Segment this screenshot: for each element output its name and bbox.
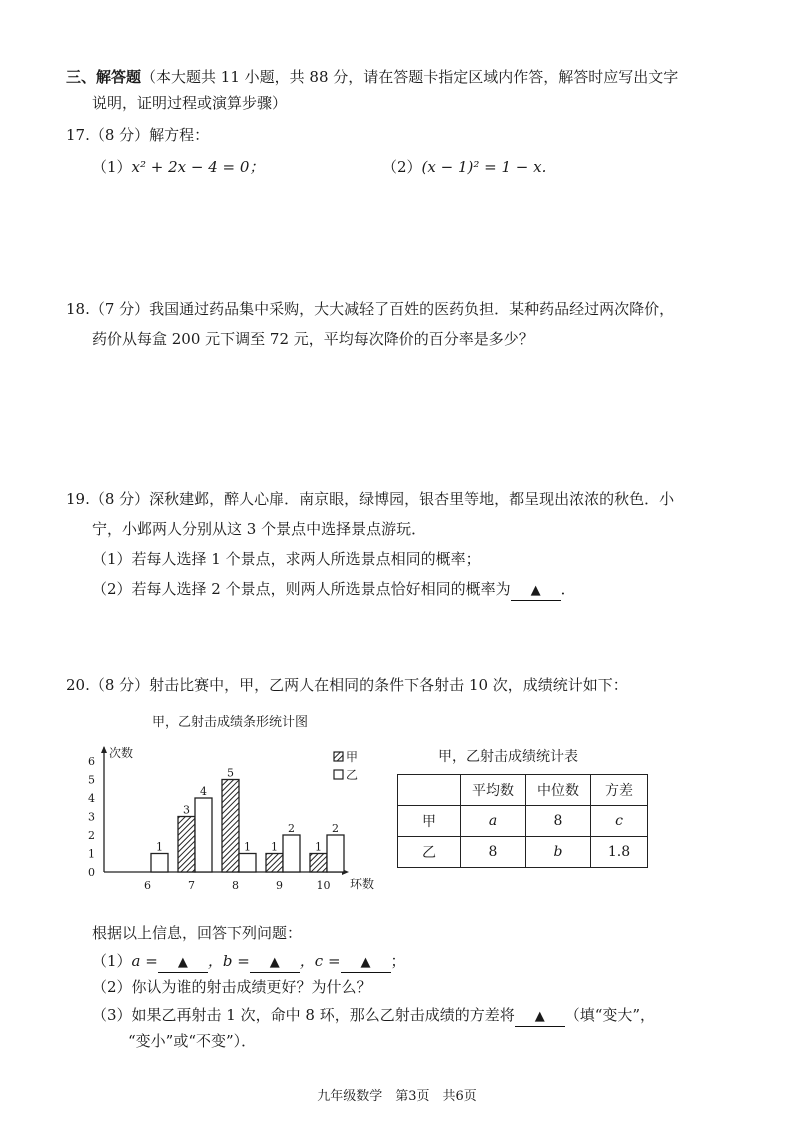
q17-number: 17. <box>66 126 90 144</box>
q19-number: 19. <box>66 490 90 508</box>
q20-part2: （2）你认为谁的射击成绩更好？为什么？ <box>92 978 372 996</box>
data-label: 1 <box>271 840 278 854</box>
table-cell: 8 <box>526 806 591 837</box>
y-tick-label: 6 <box>88 755 95 768</box>
data-label: 4 <box>200 785 207 798</box>
q19-part1: （1）若每人选择 1 个景点，求两人所选景点相同的概率； <box>92 550 481 568</box>
table-cell: 1.8 <box>591 837 648 868</box>
table-row <box>398 837 648 868</box>
q18-text-1: （7 分）我国通过药品集中采购，大大减轻了百姓的医药负担．某种药品经过两次降价， <box>89 300 675 318</box>
table-cell: a <box>461 806 526 837</box>
page-footer: 九年级数学 第3页 共6页 <box>317 1089 477 1104</box>
x-tick-label: 6 <box>144 879 151 892</box>
y-tick-label: 3 <box>88 810 95 824</box>
q17-part1-label: （1） <box>92 158 132 176</box>
q19-part2 <box>92 578 576 601</box>
table-header-cell: 方差 <box>591 775 648 806</box>
q18-line1 <box>66 298 674 320</box>
y-tick-label: 1 <box>88 847 95 861</box>
q19-line1 <box>66 488 674 510</box>
q19-part2-end: ． <box>560 580 576 598</box>
y-axis-label: 次数 <box>109 746 134 760</box>
x-tick-label: 8 <box>232 879 239 892</box>
q20-part1-end: ； <box>390 952 406 970</box>
q17-part2 <box>382 156 546 178</box>
table-title: 甲，乙射击成绩统计表 <box>438 749 578 765</box>
q20-stem-text: （8 分）射击比赛中，甲，乙两人在相同的条件下各射击 10 次，成绩统计如下： <box>89 676 628 694</box>
table-cell: 甲 <box>398 806 461 837</box>
answer-blank-c[interactable]: ▲ <box>341 954 391 973</box>
q20-part1 <box>92 950 406 973</box>
q20-part3-line2: “变小”或“不变”）． <box>128 1032 257 1050</box>
q19-text-1: （8 分）深秋建邺，醉人心扉．南京眼，绿博园，银杏里等地，都呈现出浓浓的秋色．小 <box>89 490 675 508</box>
q20-label-c: ，c = <box>299 952 341 970</box>
data-label: 1 <box>315 840 322 854</box>
y-axis-arrow <box>101 746 107 753</box>
answer-blank-variance[interactable]: ▲ <box>515 1008 565 1027</box>
table-header-cell: 平均数 <box>461 775 526 806</box>
data-label: 3 <box>183 803 190 817</box>
bar-chart <box>80 712 380 902</box>
q19-part2-text: （2）若每人选择 2 个景点，则两人所选景点恰好相同的概率为 <box>92 580 511 598</box>
bar-jia <box>178 817 195 873</box>
bar-jia <box>266 854 283 873</box>
data-label: 5 <box>227 766 234 780</box>
section-header <box>66 66 678 88</box>
y-tick-label: 5 <box>88 773 95 787</box>
q20-part3-text: （3）如果乙再射击 1 次，命中 8 环，那么乙射击成绩的方差将 <box>92 1006 515 1024</box>
data-label: 2 <box>288 822 295 835</box>
bar-yi <box>239 854 256 873</box>
legend-label: 甲 <box>346 750 359 764</box>
x-axis-label: 环数 <box>350 877 375 891</box>
section-note-2: 说明，证明过程或演算步骤） <box>92 94 288 112</box>
q20-part3-hint: （填“变大”， <box>564 1006 656 1024</box>
q20-label-a: a = <box>131 952 158 970</box>
legend-swatch <box>334 752 343 761</box>
q17-part1 <box>92 156 264 178</box>
stat-table <box>397 774 648 868</box>
q20-part3 <box>92 1004 655 1027</box>
q17-stem-text: （8 分）解方程： <box>89 126 210 144</box>
answer-blank-a[interactable]: ▲ <box>158 954 208 973</box>
q18-number: 18. <box>66 300 90 318</box>
x-tick-label: 10 <box>316 879 331 892</box>
y-tick-label: 4 <box>88 792 95 805</box>
q20-stem <box>66 674 628 696</box>
bar-jia <box>310 854 327 873</box>
table-header-row <box>398 775 648 806</box>
q17-part2-label: （2） <box>382 158 422 176</box>
bar-jia <box>222 780 239 873</box>
bar-yi <box>195 798 212 872</box>
answer-blank-b[interactable]: ▲ <box>250 954 300 973</box>
q17-part1-equation: x² + 2x − 4 = 0； <box>131 158 265 176</box>
data-label: 1 <box>244 840 251 854</box>
bar-yi <box>151 854 168 873</box>
legend-swatch <box>334 770 343 779</box>
table-header-cell <box>398 775 461 806</box>
q20-part1-label: （1） <box>92 952 132 970</box>
table-cell: b <box>526 837 591 868</box>
table-cell: 乙 <box>398 837 461 868</box>
bar-yi <box>283 835 300 872</box>
bar-yi <box>327 835 344 872</box>
q19-line2: 宁，小邺两人分别从这 3 个景点中选择景点游玩． <box>92 520 427 538</box>
x-tick-label: 9 <box>276 879 283 892</box>
table-row <box>398 806 648 837</box>
section-title: 三、解答题 <box>66 68 142 86</box>
data-label: 2 <box>332 822 339 835</box>
q17-stem <box>66 124 209 146</box>
q20-after-intro: 根据以上信息，回答下列问题： <box>92 924 303 942</box>
table-cell: c <box>591 806 648 837</box>
q17-part2-equation: (x − 1)² = 1 − x. <box>421 158 547 176</box>
q18-line2: 药价从每盒 200 元下调至 72 元，平均每次降价的百分率是多少？ <box>92 330 534 348</box>
data-label: 1 <box>156 840 163 854</box>
legend-label: 乙 <box>346 768 359 782</box>
table-header-cell: 中位数 <box>526 775 591 806</box>
y-tick-label: 0 <box>88 866 95 879</box>
chart-title: 甲，乙射击成绩条形统计图 <box>151 715 309 730</box>
y-tick-label: 2 <box>88 829 95 842</box>
x-tick-label: 7 <box>188 879 195 892</box>
table-cell: 8 <box>461 837 526 868</box>
section-note-1: （本大题共 11 小题，共 88 分，请在答题卡指定区域内作答，解答时应写出文字 <box>141 68 679 86</box>
q20-label-b: ，b = <box>207 952 250 970</box>
q20-number: 20. <box>66 676 90 694</box>
answer-blank[interactable]: ▲ <box>511 582 561 601</box>
